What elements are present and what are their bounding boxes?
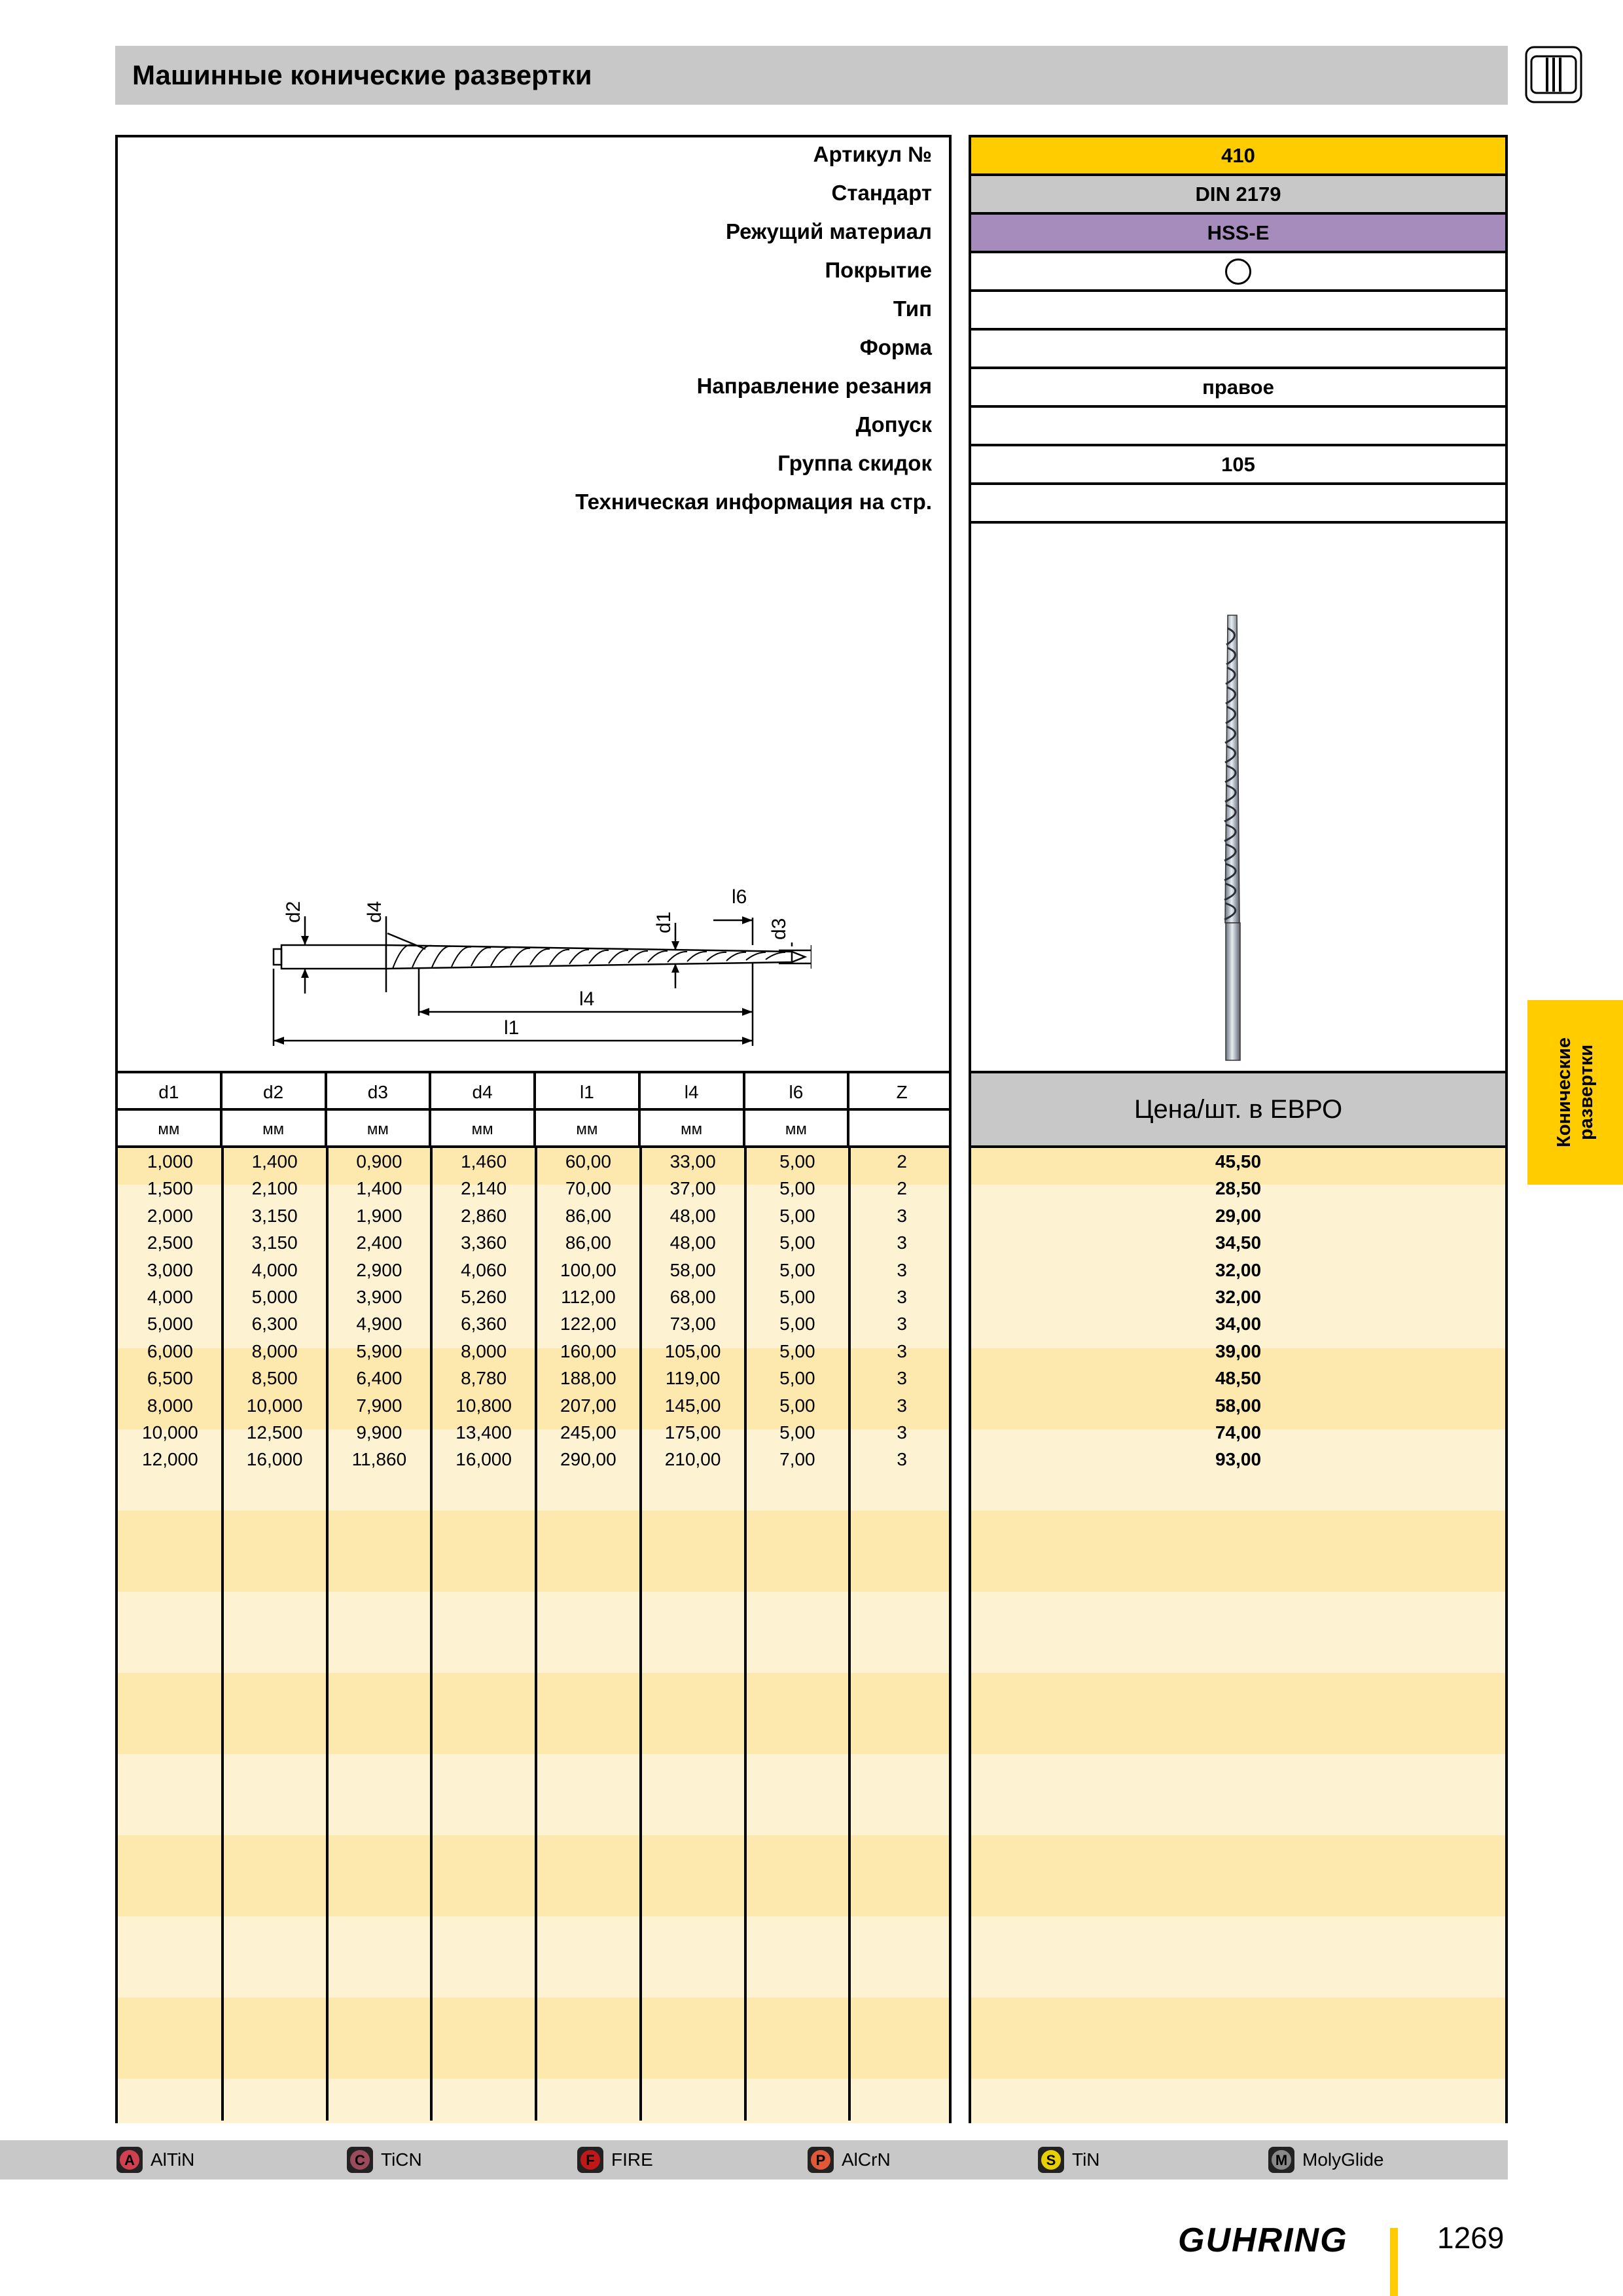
coating-legend-item <box>576 2140 653 2179</box>
table-cell: 1,900 <box>356 1205 402 1226</box>
column-unit: мм <box>641 1111 745 1148</box>
label-d3: d3 <box>768 918 790 940</box>
table-cell: 1,000 <box>147 1151 193 1172</box>
table-cell: 5,00 <box>779 1340 815 1361</box>
table-cell: 188,00 <box>560 1368 616 1389</box>
property-value-text: DIN 2179 <box>1195 182 1281 206</box>
table-cell: 12,500 <box>246 1422 303 1443</box>
coating-name: AlCrN <box>842 2149 891 2170</box>
coating-legend-item <box>115 2140 194 2179</box>
table-cell: 5,00 <box>779 1178 815 1199</box>
table-cell: 2,100 <box>251 1178 298 1199</box>
property-label: Режущий материал <box>725 219 932 243</box>
table-cell: 3 <box>897 1287 907 1307</box>
property-value <box>969 444 1508 485</box>
table-cell: 5,00 <box>779 1259 815 1280</box>
coating-alcrn-icon <box>806 2145 835 2174</box>
reamer-category-icon <box>1525 46 1582 103</box>
price-cell: 32,00 <box>1215 1287 1262 1307</box>
property-label: Артикул № <box>813 142 932 166</box>
coating-legend <box>0 2140 1508 2179</box>
price-column <box>969 1148 1508 2123</box>
table-row <box>118 1446 949 1473</box>
table-cell: 13,400 <box>455 1422 512 1443</box>
property-value <box>969 405 1508 446</box>
brand-logo <box>1178 2220 1381 2259</box>
column-header: Z <box>896 1081 908 1102</box>
price-cell: 34,50 <box>1215 1232 1262 1253</box>
table-row <box>118 1202 949 1229</box>
property-value <box>969 212 1508 253</box>
table-cell: 48,00 <box>669 1232 716 1253</box>
table-cell: 5,00 <box>779 1205 815 1226</box>
table-cell: 8,780 <box>461 1368 507 1389</box>
category-side-tab[interactable] <box>1527 1000 1623 1185</box>
table-row <box>118 1310 949 1337</box>
column-unit <box>849 1111 954 1148</box>
property-value-text: HSS-E <box>1207 221 1270 244</box>
product-image-box <box>969 521 1508 1071</box>
column-unit: мм <box>327 1111 432 1148</box>
table-cell: 6,500 <box>147 1368 193 1389</box>
table-cell: 3 <box>897 1449 907 1470</box>
coating-name: TiCN <box>381 2149 422 2170</box>
table-cell: 3,900 <box>356 1287 402 1307</box>
table-cell: 5,260 <box>461 1287 507 1307</box>
table-cell: 9,900 <box>356 1422 402 1443</box>
price-cell: 32,00 <box>1215 1259 1262 1280</box>
table-cell: 4,000 <box>147 1287 193 1307</box>
table-cell: 245,00 <box>560 1422 616 1443</box>
price-cell: 74,00 <box>1215 1422 1262 1443</box>
table-cell: 5,900 <box>356 1340 402 1361</box>
table-cell: 122,00 <box>560 1314 616 1335</box>
price-cell: 45,50 <box>1215 1151 1262 1172</box>
column-unit: мм <box>118 1111 223 1148</box>
price-cell: 39,00 <box>1215 1340 1262 1361</box>
table-cell: 160,00 <box>560 1340 616 1361</box>
table-cell: 10,800 <box>455 1395 512 1416</box>
table-cell: 3 <box>897 1340 907 1361</box>
table-cell: 5,000 <box>147 1314 193 1335</box>
table-cell: 5,00 <box>779 1422 815 1443</box>
label-d4: d4 <box>364 901 385 923</box>
page-number: 1269 <box>1437 2221 1505 2255</box>
column-unit: мм <box>536 1111 641 1148</box>
price-cell: 93,00 <box>1215 1449 1262 1470</box>
table-cell: 86,00 <box>565 1205 611 1226</box>
property-value <box>969 289 1508 331</box>
property-value-text: правое <box>1202 375 1274 399</box>
label-d1: d1 <box>653 911 675 933</box>
table-cell: 12,000 <box>142 1449 198 1470</box>
table-cell: 3,000 <box>147 1259 193 1280</box>
coating-name: TiN <box>1072 2149 1100 2170</box>
table-cell: 1,500 <box>147 1178 193 1199</box>
side-tab-line2: развертки <box>1576 1044 1597 1141</box>
page-title: Машинные конические развертки <box>115 46 1508 105</box>
table-cell: 2,140 <box>461 1178 507 1199</box>
property-value <box>969 482 1508 524</box>
column-header: l4 <box>641 1073 745 1111</box>
property-value <box>969 135 1508 176</box>
table-row <box>118 1392 949 1419</box>
column-unit: мм <box>431 1111 536 1148</box>
table-cell: 2,900 <box>356 1259 402 1280</box>
coating-legend-item <box>346 2140 422 2179</box>
table-cell: 2,000 <box>147 1205 193 1226</box>
table-cell: 2 <box>897 1178 907 1199</box>
column-header: l1 <box>536 1073 641 1111</box>
table-cell: 175,00 <box>664 1422 721 1443</box>
table-row <box>118 1283 949 1310</box>
table-cell: 1,460 <box>461 1151 507 1172</box>
svg-text:F: F <box>586 2152 595 2168</box>
table-row <box>118 1257 949 1283</box>
property-label: Покрытие <box>825 258 932 282</box>
table-cell: 3 <box>897 1232 907 1253</box>
table-cell: 73,00 <box>669 1314 716 1335</box>
table-cell: 8,000 <box>147 1395 193 1416</box>
table-cell: 5,00 <box>779 1232 815 1253</box>
table-row <box>118 1229 949 1256</box>
column-header: d4 <box>431 1073 536 1111</box>
column-header: d2 <box>223 1073 327 1111</box>
svg-text:M: M <box>1275 2152 1288 2168</box>
table-cell: 5,00 <box>779 1151 815 1172</box>
table-cell: 7,00 <box>779 1449 815 1470</box>
table-header <box>115 1071 952 1148</box>
svg-text:S: S <box>1046 2152 1056 2168</box>
table-cell: 60,00 <box>565 1151 611 1172</box>
column-header: d3 <box>327 1073 432 1111</box>
table-cell: 5,00 <box>779 1368 815 1389</box>
table-cell: 105,00 <box>664 1340 721 1361</box>
table-cell: 5,00 <box>779 1395 815 1416</box>
coating-altin-icon <box>115 2145 144 2174</box>
table-cell: 4,900 <box>356 1314 402 1335</box>
table-cell: 2,500 <box>147 1232 193 1253</box>
table-cell: 6,400 <box>356 1368 402 1389</box>
table-cell: 8,000 <box>461 1340 507 1361</box>
table-cell: 1,400 <box>251 1151 298 1172</box>
property-value <box>969 367 1508 408</box>
label-l1: l1 <box>504 1017 520 1039</box>
technical-drawing <box>262 877 812 1073</box>
table-cell: 145,00 <box>664 1395 721 1416</box>
price-cell: 34,00 <box>1215 1314 1262 1335</box>
property-value-text: 410 <box>1221 143 1255 167</box>
table-cell: 2,400 <box>356 1232 402 1253</box>
coating-name: MolyGlide <box>1302 2149 1384 2170</box>
label-d2: d2 <box>283 901 304 923</box>
table-cell: 10,000 <box>246 1395 303 1416</box>
table-cell: 3 <box>897 1205 907 1226</box>
property-label: Группа скидок <box>777 451 932 475</box>
coating-legend-item <box>806 2140 891 2179</box>
column-unit: мм <box>745 1111 850 1148</box>
table-row <box>118 1175 949 1202</box>
table-cell: 68,00 <box>669 1287 716 1307</box>
property-value-text: 105 <box>1221 452 1255 476</box>
svg-text:P: P <box>815 2152 826 2168</box>
coating-ticn-icon <box>346 2145 374 2174</box>
table-cell: 3 <box>897 1395 907 1416</box>
table-cell: 86,00 <box>565 1232 611 1253</box>
table-cell: 5,00 <box>779 1314 815 1335</box>
table-cell: 6,300 <box>251 1314 298 1335</box>
table-cell: 3 <box>897 1314 907 1335</box>
property-label: Тип <box>893 296 932 321</box>
property-value <box>969 173 1508 215</box>
coating-molyglide-icon <box>1267 2145 1296 2174</box>
table-cell: 3 <box>897 1422 907 1443</box>
table-cell: 4,000 <box>251 1259 298 1280</box>
table-cell: 3,360 <box>461 1232 507 1253</box>
table-cell: 2 <box>897 1151 907 1172</box>
table-cell: 119,00 <box>665 1368 721 1389</box>
table-cell: 4,060 <box>461 1259 507 1280</box>
property-value <box>969 328 1508 369</box>
table-cell: 16,000 <box>455 1449 512 1470</box>
table-cell: 5,000 <box>251 1287 298 1307</box>
table-cell: 6,360 <box>461 1314 507 1335</box>
table-cell: 207,00 <box>560 1395 616 1416</box>
label-l4: l4 <box>579 988 595 1010</box>
table-cell: 3,150 <box>251 1232 298 1253</box>
property-label: Форма <box>859 335 932 359</box>
price-cell: 58,00 <box>1215 1395 1262 1416</box>
coating-fire-icon <box>576 2145 605 2174</box>
table-cell: 5,00 <box>779 1287 815 1307</box>
property-label: Техническая информация на стр. <box>575 490 932 514</box>
table-cell: 33,00 <box>669 1151 716 1172</box>
table-cell: 112,00 <box>561 1287 616 1307</box>
table-cell: 58,00 <box>669 1259 716 1280</box>
reamer-photo <box>1209 609 1255 1067</box>
property-label: Направление резания <box>696 374 932 398</box>
price-cell: 29,00 <box>1215 1205 1262 1226</box>
table-cell: 37,00 <box>669 1178 716 1199</box>
column-header: l6 <box>745 1073 850 1111</box>
property-value <box>969 251 1508 292</box>
table-cell: 0,900 <box>356 1151 402 1172</box>
table-cell: 210,00 <box>664 1449 721 1470</box>
table-cell: 3 <box>897 1259 907 1280</box>
column-header: d1 <box>118 1073 223 1111</box>
side-tab-line1: Конические <box>1554 1037 1575 1147</box>
property-label: Стандарт <box>831 181 932 205</box>
svg-text:C: C <box>355 2152 365 2168</box>
table-cell: 16,000 <box>246 1449 303 1470</box>
table-cell: 1,400 <box>356 1178 402 1199</box>
table-cell: 6,000 <box>147 1340 193 1361</box>
table-row <box>118 1365 949 1391</box>
table-cell: 3,150 <box>251 1205 298 1226</box>
label-l6: l6 <box>732 886 747 908</box>
property-label: Допуск <box>855 412 932 437</box>
table-cell: 8,500 <box>251 1368 298 1389</box>
table-cell: 8,000 <box>251 1340 298 1361</box>
table-cell: 10,000 <box>142 1422 198 1443</box>
table-cell: 48,00 <box>669 1205 716 1226</box>
table-row <box>118 1338 949 1365</box>
table-cell: 11,860 <box>351 1449 407 1470</box>
coating-name: AlTiN <box>151 2149 195 2170</box>
coating-legend-item <box>1037 2140 1100 2179</box>
column-unit: мм <box>223 1111 327 1148</box>
table-cell: 290,00 <box>560 1449 616 1470</box>
table-cell: 70,00 <box>565 1178 611 1199</box>
circle-outline-icon <box>1225 259 1251 285</box>
price-header: Цена/шт. в ЕВРО <box>969 1071 1508 1148</box>
table-body <box>115 1148 952 2123</box>
table-row <box>118 1419 949 1446</box>
coating-tin-icon <box>1037 2145 1065 2174</box>
price-cell: 48,50 <box>1215 1368 1262 1389</box>
table-cell: 3 <box>897 1368 907 1389</box>
brand-text: GUHRING <box>1178 2221 1348 2259</box>
table-cell: 2,860 <box>461 1205 507 1226</box>
table-cell: 100,00 <box>560 1259 616 1280</box>
table-row <box>118 1148 949 1175</box>
coating-legend-item <box>1267 2140 1383 2179</box>
coating-name: FIRE <box>611 2149 653 2170</box>
table-cell: 7,900 <box>356 1395 402 1416</box>
price-cell: 28,50 <box>1215 1178 1262 1199</box>
svg-text:A: A <box>124 2152 135 2168</box>
footer-divider <box>1390 2228 1398 2296</box>
